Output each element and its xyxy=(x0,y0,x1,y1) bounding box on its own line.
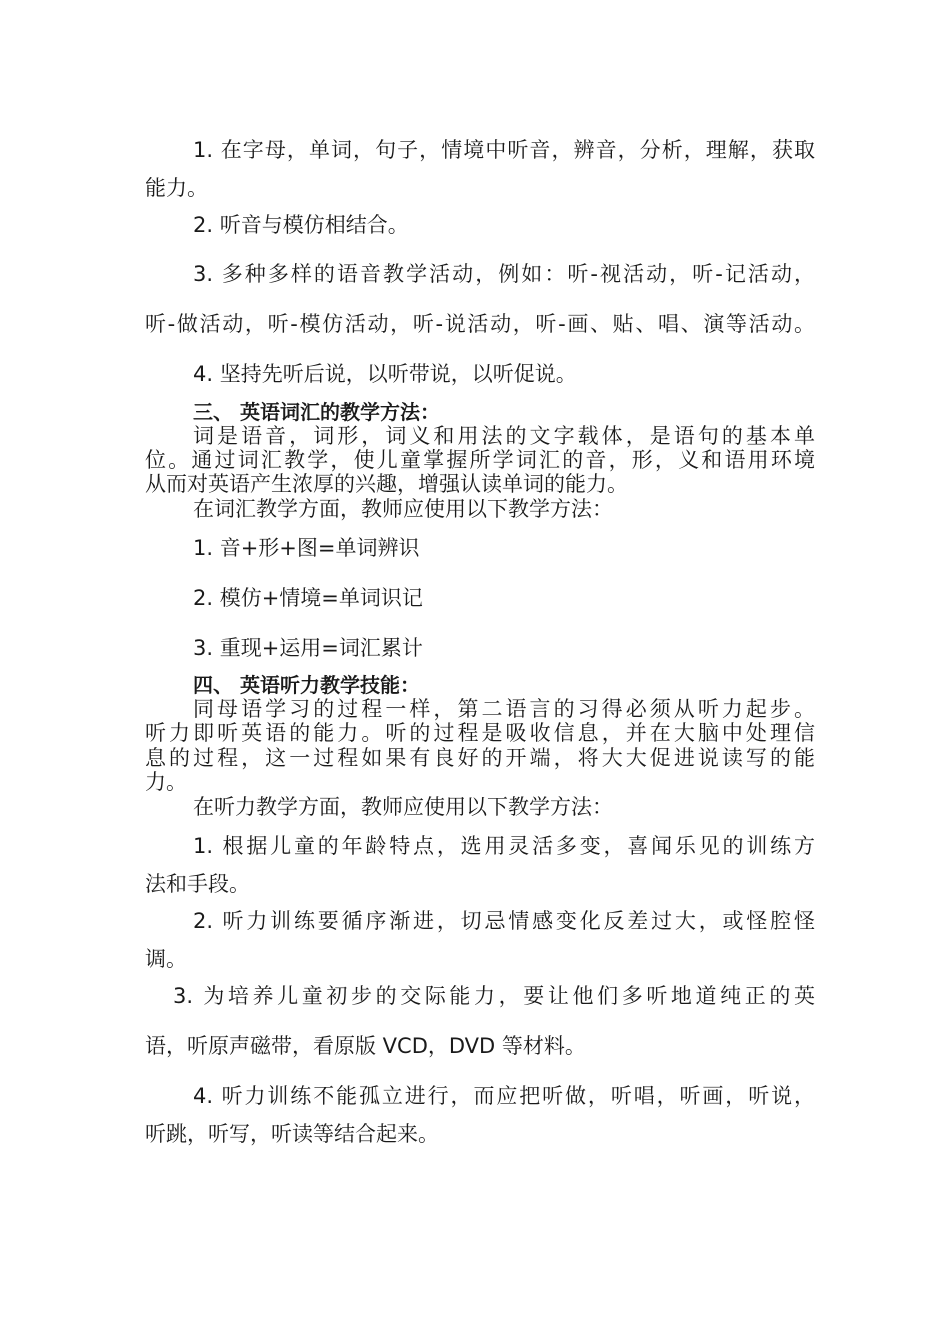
vocabulary-section-heading: 三、 英语词汇的教学方法： xyxy=(193,400,440,424)
listening-skills-item-4-line-1: 4. 听力训练不能孤立进行，而应把听做，听唱，听画，听说， xyxy=(193,1084,815,1108)
listening-method-item-3-line-2: 听-做活动，听-模仿活动，听-说活动，听-画、贴、唱、演等活动。 xyxy=(145,312,815,336)
listening-skills-paragraph-line-4: 力。 xyxy=(145,770,187,794)
vocabulary-paragraph-line-1: 词是语音，词形，词义和用法的文字载体，是语句的基本单 xyxy=(193,424,815,448)
listening-skills-item-1-line-1: 1. 根据儿童的年龄特点，选用灵活多变，喜闻乐见的训练方 xyxy=(193,834,815,858)
listening-skills-item-1-line-2: 法和手段。 xyxy=(145,872,250,896)
vocabulary-paragraph-line-2: 位。通过词汇教学，使儿童掌握所学词汇的音，形，义和语用环境 xyxy=(145,448,815,472)
listening-skills-section-heading: 四、 英语听力教学技能： xyxy=(193,673,420,697)
listening-skills-item-2-line-2: 调。 xyxy=(145,947,187,971)
listening-skills-intro: 在听力教学方面，教师应使用以下教学方法： xyxy=(193,795,613,819)
listening-method-item-3-line-1: 3. 多种多样的语音教学活动，例如：听-视活动，听-记活动， xyxy=(193,262,815,286)
listening-method-item-2: 2. 听音与模仿相结合。 xyxy=(193,213,409,237)
listening-skills-item-2-line-1: 2. 听力训练要循序渐进，切忌情感变化反差过大，或怪腔怪 xyxy=(193,909,815,933)
vocabulary-paragraph-line-3: 从而对英语产生浓厚的兴趣，增强认读单词的能力。 xyxy=(145,472,628,496)
listening-skills-paragraph-line-3: 息的过程，这一过程如果有良好的开端，将大大促进说读写的能 xyxy=(145,746,815,770)
listening-method-item-1-line-1: 1. 在字母，单词，句子，情境中听音，辨音，分析，理解，获取 xyxy=(193,138,815,162)
listening-skills-item-4-line-2: 听跳，听写，听读等结合起来。 xyxy=(145,1122,439,1146)
vocabulary-item-2: 2. 模仿+情境=单词识记 xyxy=(193,586,423,610)
vocabulary-item-3: 3. 重现+运用=词汇累计 xyxy=(193,636,423,660)
listening-skills-item-3-line-2: 语，听原声磁带，看原版 VCD，DVD 等材料。 xyxy=(145,1034,586,1058)
vocabulary-intro: 在词汇教学方面，教师应使用以下教学方法： xyxy=(193,497,613,521)
listening-method-item-1-line-2: 能力。 xyxy=(145,176,208,200)
listening-method-item-4: 4. 坚持先听后说，以听带说，以听促说。 xyxy=(193,362,577,386)
listening-skills-item-3-line-1: 3. 为培养儿童初步的交际能力，要让他们多听地道纯正的英 xyxy=(173,984,815,1008)
listening-skills-paragraph-line-1: 同母语学习的过程一样，第二语言的习得必须从听力起步。 xyxy=(193,697,815,721)
vocabulary-item-1: 1. 音+形+图=单词辨识 xyxy=(193,536,420,560)
listening-skills-paragraph-line-2: 听力即听英语的能力。听的过程是吸收信息，并在大脑中处理信 xyxy=(145,721,815,745)
